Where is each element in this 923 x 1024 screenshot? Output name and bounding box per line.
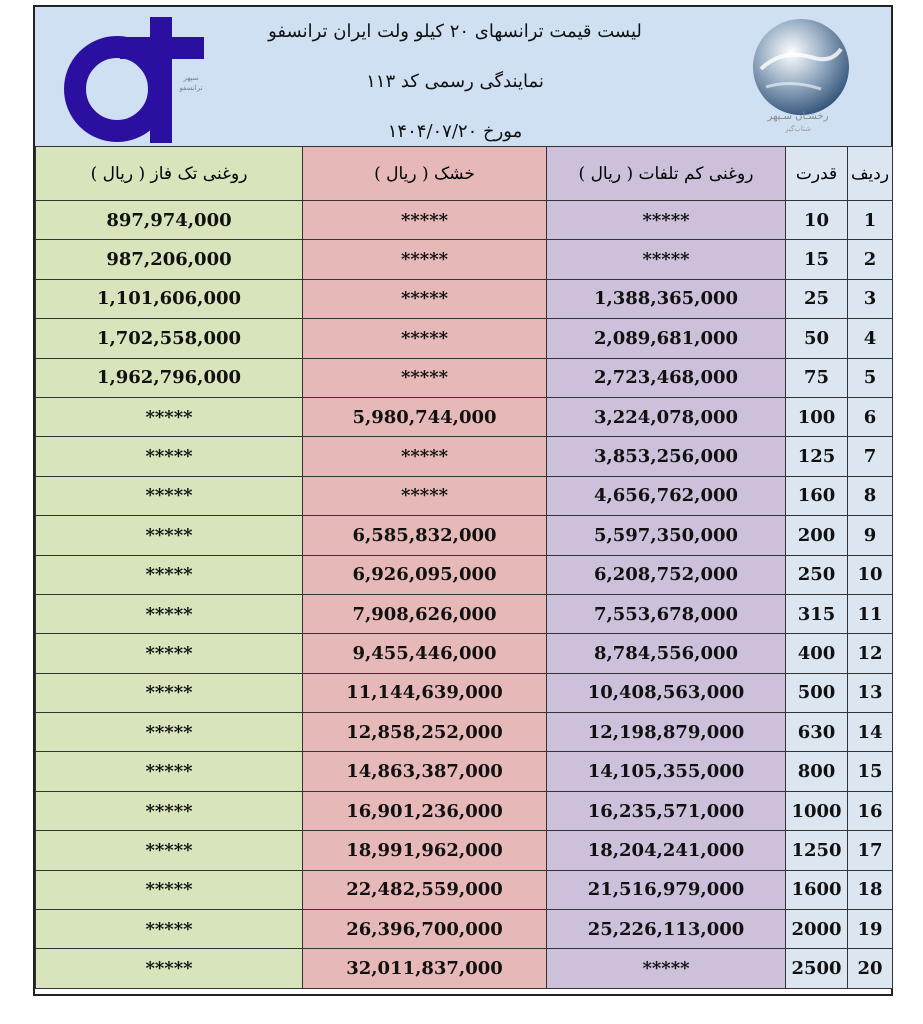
single-phase-price-cell: ***** [36, 949, 303, 988]
dry-price-cell: 16,901,236,000 [303, 791, 547, 830]
power-kva-cell: 25 [786, 279, 848, 318]
table-row [36, 831, 893, 870]
right-logo-name: رخشـان سـپهر [767, 111, 829, 122]
table-row [36, 437, 893, 476]
row-number-cell: 4 [848, 319, 893, 358]
single-phase-price-cell: ***** [36, 910, 303, 949]
table-row [36, 358, 893, 397]
table-header-row [36, 147, 893, 201]
single-phase-price-cell: ***** [36, 555, 303, 594]
power-kva-cell: 2000 [786, 910, 848, 949]
power-kva-cell: 1000 [786, 791, 848, 830]
power-kva-cell: 50 [786, 319, 848, 358]
dry-price-cell: 11,144,639,000 [303, 673, 547, 712]
single-phase-price-cell: ***** [36, 791, 303, 830]
single-phase-price-cell: ***** [36, 634, 303, 673]
dry-price-cell: 7,908,626,000 [303, 594, 547, 633]
dry-price-cell: 5,980,744,000 [303, 397, 547, 436]
right-logo-caption: شتاب‌گیر [784, 125, 811, 133]
power-kva-cell: 200 [786, 516, 848, 555]
single-phase-price-cell: ***** [36, 713, 303, 752]
low-loss-price-cell: 14,105,355,000 [547, 752, 786, 791]
table-row [36, 555, 893, 594]
power-kva-cell: 250 [786, 555, 848, 594]
low-loss-price-cell: 5,597,350,000 [547, 516, 786, 555]
row-number-cell: 9 [848, 516, 893, 555]
row-number-cell: 12 [848, 634, 893, 673]
table-row [36, 634, 893, 673]
low-loss-price-cell: 2,089,681,000 [547, 319, 786, 358]
power-kva-cell: 315 [786, 594, 848, 633]
single-phase-price-cell: ***** [36, 594, 303, 633]
dry-price-cell: ***** [303, 358, 547, 397]
single-phase-price-cell: 1,702,558,000 [36, 319, 303, 358]
dry-price-cell: ***** [303, 279, 547, 318]
power-kva-cell: 2500 [786, 949, 848, 988]
table-row [36, 319, 893, 358]
table-row [36, 240, 893, 279]
single-phase-price-cell: 1,962,796,000 [36, 358, 303, 397]
col-header-dry: خشک ( ریال ) [303, 147, 547, 201]
dry-price-cell: 22,482,559,000 [303, 870, 547, 909]
low-loss-price-cell: 4,656,762,000 [547, 476, 786, 515]
low-loss-price-cell: 3,853,256,000 [547, 437, 786, 476]
table-row [36, 279, 893, 318]
col-header-power: قدرت [786, 147, 848, 201]
power-kva-cell: 1250 [786, 831, 848, 870]
table-row [36, 201, 893, 240]
low-loss-price-cell: ***** [547, 240, 786, 279]
row-number-cell: 10 [848, 555, 893, 594]
row-number-cell: 16 [848, 791, 893, 830]
single-phase-price-cell: ***** [36, 870, 303, 909]
table-row [36, 752, 893, 791]
row-number-cell: 14 [848, 713, 893, 752]
dry-price-cell: 26,396,700,000 [303, 910, 547, 949]
dry-price-cell: 32,011,837,000 [303, 949, 547, 988]
power-kva-cell: 160 [786, 476, 848, 515]
row-number-cell: 20 [848, 949, 893, 988]
dry-price-cell: ***** [303, 437, 547, 476]
power-kva-cell: 400 [786, 634, 848, 673]
header-banner [35, 7, 891, 147]
col-header-low-loss: روغنی کم تلفات ( ریال ) [547, 147, 786, 201]
single-phase-price-cell: ***** [36, 831, 303, 870]
dry-price-cell: 18,991,962,000 [303, 831, 547, 870]
row-number-cell: 19 [848, 910, 893, 949]
power-kva-cell: 15 [786, 240, 848, 279]
low-loss-price-cell: 2,723,468,000 [547, 358, 786, 397]
dry-price-cell: 6,926,095,000 [303, 555, 547, 594]
low-loss-price-cell: 3,224,078,000 [547, 397, 786, 436]
single-phase-price-cell: 1,101,606,000 [36, 279, 303, 318]
list-date: مورخ ۱۴۰۴/۰۷/۲۰ [387, 121, 523, 142]
table-row [36, 673, 893, 712]
row-number-cell: 7 [848, 437, 893, 476]
list-title: لیست قیمت ترانسهای ۲۰ کیلو ولت ایران ترانسفو [268, 21, 642, 42]
single-phase-price-cell: 987,206,000 [36, 240, 303, 279]
table-row [36, 594, 893, 633]
low-loss-price-cell: 16,235,571,000 [547, 791, 786, 830]
table-row [36, 910, 893, 949]
low-loss-price-cell: 21,516,979,000 [547, 870, 786, 909]
row-number-cell: 5 [848, 358, 893, 397]
table-row [36, 791, 893, 830]
dry-price-cell: 9,455,446,000 [303, 634, 547, 673]
power-kva-cell: 125 [786, 437, 848, 476]
price-list-sheet [33, 5, 893, 996]
row-number-cell: 8 [848, 476, 893, 515]
low-loss-price-cell: 1,388,365,000 [547, 279, 786, 318]
low-loss-price-cell: 8,784,556,000 [547, 634, 786, 673]
row-number-cell: 11 [848, 594, 893, 633]
agency-code: نمایندگی رسمی کد ۱۱۳ [366, 71, 544, 92]
power-kva-cell: 630 [786, 713, 848, 752]
row-number-cell: 17 [848, 831, 893, 870]
company-logo-right [741, 9, 851, 144]
row-number-cell: 1 [848, 201, 893, 240]
single-phase-price-cell: ***** [36, 673, 303, 712]
low-loss-price-cell: 7,553,678,000 [547, 594, 786, 633]
dry-price-cell: ***** [303, 476, 547, 515]
row-number-cell: 18 [848, 870, 893, 909]
dry-price-cell: ***** [303, 240, 547, 279]
dry-price-cell: 6,585,832,000 [303, 516, 547, 555]
dry-price-cell: ***** [303, 201, 547, 240]
price-table [35, 146, 893, 989]
row-number-cell: 3 [848, 279, 893, 318]
dry-price-cell: ***** [303, 319, 547, 358]
dry-price-cell: 14,863,387,000 [303, 752, 547, 791]
low-loss-price-cell: 18,204,241,000 [547, 831, 786, 870]
col-header-row-number: ردیف [848, 147, 893, 201]
low-loss-price-cell: 10,408,563,000 [547, 673, 786, 712]
left-logo-caption: سپهر ترانسفو [179, 74, 203, 92]
row-number-cell: 2 [848, 240, 893, 279]
row-number-cell: 6 [848, 397, 893, 436]
power-kva-cell: 10 [786, 201, 848, 240]
table-row [36, 713, 893, 752]
table-row [36, 476, 893, 515]
power-kva-cell: 1600 [786, 870, 848, 909]
single-phase-price-cell: ***** [36, 476, 303, 515]
low-loss-price-cell: ***** [547, 201, 786, 240]
table-row [36, 516, 893, 555]
power-kva-cell: 75 [786, 358, 848, 397]
single-phase-price-cell: ***** [36, 437, 303, 476]
single-phase-price-cell: 897,974,000 [36, 201, 303, 240]
single-phase-price-cell: ***** [36, 516, 303, 555]
single-phase-price-cell: ***** [36, 752, 303, 791]
dry-price-cell: 12,858,252,000 [303, 713, 547, 752]
row-number-cell: 15 [848, 752, 893, 791]
power-kva-cell: 500 [786, 673, 848, 712]
table-row [36, 949, 893, 988]
low-loss-price-cell: 25,226,113,000 [547, 910, 786, 949]
low-loss-price-cell: ***** [547, 949, 786, 988]
low-loss-price-cell: 6,208,752,000 [547, 555, 786, 594]
col-header-single-phase: روغنی تک فاز ( ریال ) [36, 147, 303, 201]
row-number-cell: 13 [848, 673, 893, 712]
table-row [36, 870, 893, 909]
table-row [36, 397, 893, 436]
power-kva-cell: 100 [786, 397, 848, 436]
low-loss-price-cell: 12,198,879,000 [547, 713, 786, 752]
single-phase-price-cell: ***** [36, 397, 303, 436]
table-body [36, 201, 893, 989]
power-kva-cell: 800 [786, 752, 848, 791]
